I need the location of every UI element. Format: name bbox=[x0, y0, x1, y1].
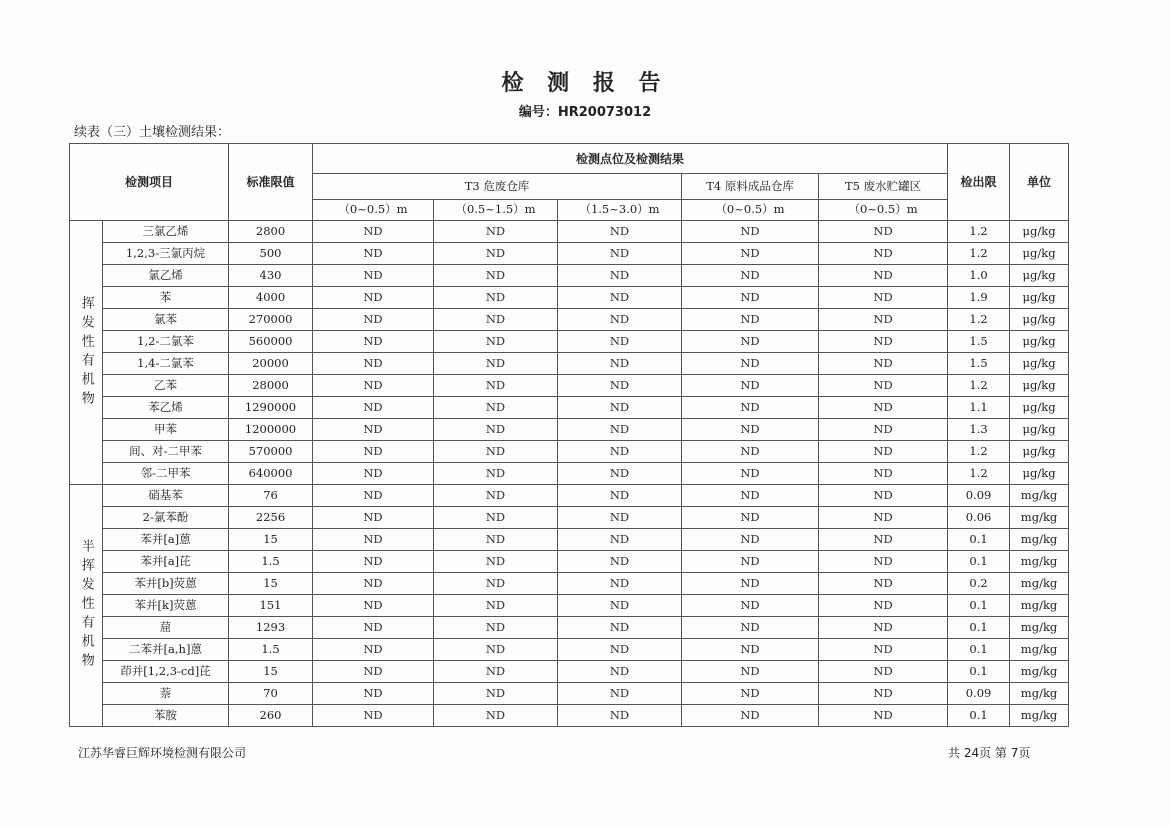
result-cell: ND bbox=[313, 265, 434, 287]
result-cell: ND bbox=[558, 309, 682, 331]
table-row bbox=[70, 639, 1069, 661]
result-cell: ND bbox=[819, 463, 948, 485]
header-unit: 单位 bbox=[1010, 144, 1069, 221]
detection-limit-cell: 1.9 bbox=[948, 287, 1010, 309]
table-row bbox=[70, 265, 1069, 287]
item-name-cell: 二苯并[a,h]蒽 bbox=[103, 639, 229, 661]
result-cell: ND bbox=[558, 529, 682, 551]
result-cell: ND bbox=[313, 375, 434, 397]
result-cell: ND bbox=[682, 441, 819, 463]
table-row bbox=[70, 595, 1069, 617]
page-number: 共 24页 第 7页 bbox=[948, 746, 1031, 760]
result-cell: ND bbox=[682, 331, 819, 353]
unit-cell: μg/kg bbox=[1010, 243, 1069, 265]
header-standard: 标准限值 bbox=[229, 144, 313, 221]
table-row bbox=[70, 485, 1069, 507]
point-t5: T5 废水贮罐区 bbox=[819, 174, 948, 200]
result-cell: ND bbox=[819, 639, 948, 661]
result-cell: ND bbox=[313, 485, 434, 507]
unit-cell: μg/kg bbox=[1010, 331, 1069, 353]
item-name-cell: 邻-二甲苯 bbox=[103, 463, 229, 485]
depth-header: （0~0.5）m bbox=[682, 200, 819, 221]
unit-cell: μg/kg bbox=[1010, 463, 1069, 485]
unit-cell: mg/kg bbox=[1010, 705, 1069, 727]
result-cell: ND bbox=[434, 265, 558, 287]
result-cell: ND bbox=[558, 573, 682, 595]
unit-cell: mg/kg bbox=[1010, 485, 1069, 507]
standard-value-cell: 1.5 bbox=[229, 551, 313, 573]
standard-value-cell: 1.5 bbox=[229, 639, 313, 661]
item-name-cell: 苯乙烯 bbox=[103, 397, 229, 419]
result-cell: ND bbox=[313, 551, 434, 573]
result-cell: ND bbox=[819, 485, 948, 507]
result-cell: ND bbox=[313, 573, 434, 595]
detection-limit-cell: 0.1 bbox=[948, 551, 1010, 573]
result-cell: ND bbox=[682, 595, 819, 617]
depth-header: （1.5~3.0）m bbox=[558, 200, 682, 221]
unit-cell: mg/kg bbox=[1010, 573, 1069, 595]
table-row bbox=[70, 507, 1069, 529]
result-cell: ND bbox=[819, 287, 948, 309]
table-row bbox=[70, 463, 1069, 485]
unit-cell: μg/kg bbox=[1010, 287, 1069, 309]
standard-value-cell: 560000 bbox=[229, 331, 313, 353]
standard-value-cell: 15 bbox=[229, 573, 313, 595]
result-cell: ND bbox=[682, 265, 819, 287]
result-cell: ND bbox=[819, 243, 948, 265]
result-cell: ND bbox=[558, 639, 682, 661]
result-cell: ND bbox=[819, 331, 948, 353]
result-cell: ND bbox=[434, 309, 558, 331]
detection-limit-cell: 1.5 bbox=[948, 331, 1010, 353]
table-row bbox=[70, 683, 1069, 705]
report-title: 检 测 报 告 bbox=[501, 71, 669, 96]
result-cell: ND bbox=[682, 287, 819, 309]
result-cell: ND bbox=[819, 375, 948, 397]
result-cell: ND bbox=[434, 529, 558, 551]
result-cell: ND bbox=[682, 573, 819, 595]
result-cell: ND bbox=[558, 507, 682, 529]
item-name-cell: 乙苯 bbox=[103, 375, 229, 397]
result-cell: ND bbox=[819, 221, 948, 243]
standard-value-cell: 640000 bbox=[229, 463, 313, 485]
result-cell: ND bbox=[558, 441, 682, 463]
unit-cell: mg/kg bbox=[1010, 595, 1069, 617]
detection-limit-cell: 1.1 bbox=[948, 397, 1010, 419]
unit-cell: mg/kg bbox=[1010, 617, 1069, 639]
result-cell: ND bbox=[313, 683, 434, 705]
detection-limit-cell: 0.1 bbox=[948, 595, 1010, 617]
table-row bbox=[70, 309, 1069, 331]
result-cell: ND bbox=[313, 617, 434, 639]
result-cell: ND bbox=[682, 375, 819, 397]
result-cell: ND bbox=[313, 287, 434, 309]
item-name-cell: 1,4-二氯苯 bbox=[103, 353, 229, 375]
item-name-cell: 苯 bbox=[103, 287, 229, 309]
unit-cell: μg/kg bbox=[1010, 375, 1069, 397]
standard-value-cell: 70 bbox=[229, 683, 313, 705]
standard-value-cell: 570000 bbox=[229, 441, 313, 463]
result-cell: ND bbox=[313, 705, 434, 727]
result-cell: ND bbox=[558, 419, 682, 441]
result-cell: ND bbox=[434, 551, 558, 573]
standard-value-cell: 76 bbox=[229, 485, 313, 507]
item-name-cell: 苯并[a]芘 bbox=[103, 551, 229, 573]
item-name-cell: 苯胺 bbox=[103, 705, 229, 727]
result-cell: ND bbox=[558, 551, 682, 573]
unit-cell: μg/kg bbox=[1010, 419, 1069, 441]
result-cell: ND bbox=[682, 705, 819, 727]
detection-limit-cell: 0.09 bbox=[948, 683, 1010, 705]
item-name-cell: 2-氯苯酚 bbox=[103, 507, 229, 529]
result-cell: ND bbox=[434, 441, 558, 463]
item-name-cell: 䓛 bbox=[103, 617, 229, 639]
result-cell: ND bbox=[434, 705, 558, 727]
unit-cell: μg/kg bbox=[1010, 397, 1069, 419]
result-cell: ND bbox=[313, 529, 434, 551]
detection-limit-cell: 1.2 bbox=[948, 243, 1010, 265]
result-cell: ND bbox=[434, 595, 558, 617]
unit-cell: mg/kg bbox=[1010, 639, 1069, 661]
standard-value-cell: 430 bbox=[229, 265, 313, 287]
unit-cell: mg/kg bbox=[1010, 507, 1069, 529]
group-label: 半挥发性有机物 bbox=[70, 485, 103, 727]
result-cell: ND bbox=[819, 617, 948, 639]
result-cell: ND bbox=[313, 331, 434, 353]
standard-value-cell: 2800 bbox=[229, 221, 313, 243]
table-row bbox=[70, 375, 1069, 397]
result-cell: ND bbox=[819, 441, 948, 463]
result-cell: ND bbox=[819, 551, 948, 573]
result-cell: ND bbox=[434, 397, 558, 419]
result-cell: ND bbox=[682, 507, 819, 529]
standard-value-cell: 500 bbox=[229, 243, 313, 265]
result-cell: ND bbox=[434, 353, 558, 375]
unit-cell: mg/kg bbox=[1010, 529, 1069, 551]
result-cell: ND bbox=[434, 375, 558, 397]
result-cell: ND bbox=[313, 661, 434, 683]
result-cell: ND bbox=[558, 683, 682, 705]
result-cell: ND bbox=[434, 639, 558, 661]
result-cell: ND bbox=[313, 507, 434, 529]
header-results: 检测点位及检测结果 bbox=[313, 144, 948, 174]
unit-cell: mg/kg bbox=[1010, 551, 1069, 573]
report-number: 编号：HR20073012 bbox=[518, 105, 652, 120]
result-cell: ND bbox=[434, 287, 558, 309]
result-cell: ND bbox=[682, 353, 819, 375]
result-cell: ND bbox=[819, 595, 948, 617]
result-cell: ND bbox=[434, 419, 558, 441]
result-cell: ND bbox=[682, 661, 819, 683]
detection-limit-cell: 0.09 bbox=[948, 485, 1010, 507]
result-cell: ND bbox=[558, 375, 682, 397]
table-row bbox=[70, 243, 1069, 265]
result-cell: ND bbox=[819, 419, 948, 441]
result-cell: ND bbox=[313, 243, 434, 265]
result-cell: ND bbox=[434, 683, 558, 705]
result-cell: ND bbox=[434, 617, 558, 639]
table-caption: 续表（三）土壤检测结果： bbox=[74, 125, 231, 140]
table-row bbox=[70, 551, 1069, 573]
table-row bbox=[70, 441, 1069, 463]
item-name-cell: 硝基苯 bbox=[103, 485, 229, 507]
detection-limit-cell: 1.2 bbox=[948, 463, 1010, 485]
result-cell: ND bbox=[313, 639, 434, 661]
result-cell: ND bbox=[682, 221, 819, 243]
result-cell: ND bbox=[558, 661, 682, 683]
result-cell: ND bbox=[558, 485, 682, 507]
result-cell: ND bbox=[434, 331, 558, 353]
detection-limit-cell: 1.3 bbox=[948, 419, 1010, 441]
detection-limit-cell: 1.2 bbox=[948, 375, 1010, 397]
table-row bbox=[70, 705, 1069, 727]
result-cell: ND bbox=[434, 507, 558, 529]
detection-limit-cell: 1.5 bbox=[948, 353, 1010, 375]
table-body bbox=[70, 221, 1069, 727]
detection-limit-cell: 0.1 bbox=[948, 705, 1010, 727]
soil-results-table bbox=[69, 143, 1069, 727]
result-cell: ND bbox=[682, 639, 819, 661]
table-row bbox=[70, 331, 1069, 353]
result-cell: ND bbox=[558, 287, 682, 309]
item-name-cell: 苯并[b]荧蒽 bbox=[103, 573, 229, 595]
item-name-cell: 1,2,3-三氯丙烷 bbox=[103, 243, 229, 265]
item-name-cell: 三氯乙烯 bbox=[103, 221, 229, 243]
result-cell: ND bbox=[682, 617, 819, 639]
detection-limit-cell: 1.2 bbox=[948, 309, 1010, 331]
detection-limit-cell: 0.1 bbox=[948, 661, 1010, 683]
unit-cell: μg/kg bbox=[1010, 353, 1069, 375]
standard-value-cell: 260 bbox=[229, 705, 313, 727]
result-cell: ND bbox=[313, 309, 434, 331]
table-row bbox=[70, 617, 1069, 639]
unit-cell: mg/kg bbox=[1010, 661, 1069, 683]
detection-limit-cell: 0.06 bbox=[948, 507, 1010, 529]
table-row bbox=[70, 529, 1069, 551]
result-cell: ND bbox=[819, 353, 948, 375]
result-cell: ND bbox=[313, 463, 434, 485]
item-name-cell: 间、对-二甲苯 bbox=[103, 441, 229, 463]
point-t3: T3 危废仓库 bbox=[313, 174, 682, 200]
result-cell: ND bbox=[558, 331, 682, 353]
detection-limit-cell: 1.0 bbox=[948, 265, 1010, 287]
result-cell: ND bbox=[819, 529, 948, 551]
table-row bbox=[70, 661, 1069, 683]
standard-value-cell: 270000 bbox=[229, 309, 313, 331]
result-cell: ND bbox=[819, 661, 948, 683]
table-row bbox=[70, 353, 1069, 375]
standard-value-cell: 1293 bbox=[229, 617, 313, 639]
detection-limit-cell: 1.2 bbox=[948, 221, 1010, 243]
standard-value-cell: 28000 bbox=[229, 375, 313, 397]
table-row bbox=[70, 287, 1069, 309]
result-cell: ND bbox=[558, 353, 682, 375]
result-cell: ND bbox=[819, 265, 948, 287]
result-cell: ND bbox=[682, 243, 819, 265]
detection-limit-cell: 0.1 bbox=[948, 617, 1010, 639]
result-cell: ND bbox=[819, 309, 948, 331]
result-cell: ND bbox=[819, 683, 948, 705]
result-cell: ND bbox=[558, 265, 682, 287]
result-cell: ND bbox=[313, 221, 434, 243]
group-label: 挥发性有机物 bbox=[70, 221, 103, 485]
item-name-cell: 茚并[1,2,3-cd]芘 bbox=[103, 661, 229, 683]
standard-value-cell: 4000 bbox=[229, 287, 313, 309]
company-name: 江苏华睿巨辉环境检测有限公司 bbox=[78, 746, 247, 760]
standard-value-cell: 20000 bbox=[229, 353, 313, 375]
result-cell: ND bbox=[313, 353, 434, 375]
result-cell: ND bbox=[819, 507, 948, 529]
table-row bbox=[70, 397, 1069, 419]
result-cell: ND bbox=[558, 595, 682, 617]
standard-value-cell: 151 bbox=[229, 595, 313, 617]
depth-header: （0~0.5）m bbox=[313, 200, 434, 221]
point-t4: T4 原料成品仓库 bbox=[682, 174, 819, 200]
item-name-cell: 甲苯 bbox=[103, 419, 229, 441]
depth-header: （0~0.5）m bbox=[819, 200, 948, 221]
detection-limit-cell: 0.1 bbox=[948, 529, 1010, 551]
result-cell: ND bbox=[682, 397, 819, 419]
item-name-cell: 苯并[a]蒽 bbox=[103, 529, 229, 551]
header-detection-limit: 检出限 bbox=[948, 144, 1010, 221]
result-cell: ND bbox=[434, 485, 558, 507]
result-cell: ND bbox=[682, 551, 819, 573]
result-cell: ND bbox=[434, 463, 558, 485]
depth-header: （0.5~1.5）m bbox=[434, 200, 558, 221]
item-name-cell: 萘 bbox=[103, 683, 229, 705]
result-cell: ND bbox=[313, 419, 434, 441]
result-cell: ND bbox=[434, 573, 558, 595]
detection-limit-cell: 1.2 bbox=[948, 441, 1010, 463]
item-name-cell: 1,2-二氯苯 bbox=[103, 331, 229, 353]
standard-value-cell: 15 bbox=[229, 529, 313, 551]
result-cell: ND bbox=[819, 573, 948, 595]
standard-value-cell: 15 bbox=[229, 661, 313, 683]
result-cell: ND bbox=[558, 617, 682, 639]
item-name-cell: 苯并[k]荧蒽 bbox=[103, 595, 229, 617]
result-cell: ND bbox=[819, 705, 948, 727]
result-cell: ND bbox=[558, 463, 682, 485]
header-item: 检测项目 bbox=[70, 144, 229, 221]
unit-cell: mg/kg bbox=[1010, 683, 1069, 705]
result-cell: ND bbox=[682, 419, 819, 441]
result-cell: ND bbox=[682, 463, 819, 485]
result-cell: ND bbox=[682, 529, 819, 551]
table-row bbox=[70, 419, 1069, 441]
table-row bbox=[70, 221, 1069, 243]
result-cell: ND bbox=[313, 595, 434, 617]
result-cell: ND bbox=[313, 441, 434, 463]
item-name-cell: 氯乙烯 bbox=[103, 265, 229, 287]
result-cell: ND bbox=[682, 485, 819, 507]
standard-value-cell: 1290000 bbox=[229, 397, 313, 419]
detection-limit-cell: 0.1 bbox=[948, 639, 1010, 661]
result-cell: ND bbox=[682, 309, 819, 331]
result-cell: ND bbox=[819, 397, 948, 419]
result-cell: ND bbox=[558, 221, 682, 243]
result-cell: ND bbox=[434, 221, 558, 243]
result-cell: ND bbox=[434, 243, 558, 265]
result-cell: ND bbox=[558, 243, 682, 265]
result-cell: ND bbox=[682, 683, 819, 705]
result-cell: ND bbox=[558, 705, 682, 727]
result-cell: ND bbox=[558, 397, 682, 419]
unit-cell: μg/kg bbox=[1010, 221, 1069, 243]
unit-cell: μg/kg bbox=[1010, 309, 1069, 331]
result-cell: ND bbox=[434, 661, 558, 683]
result-cell: ND bbox=[313, 397, 434, 419]
standard-value-cell: 1200000 bbox=[229, 419, 313, 441]
table-row bbox=[70, 573, 1069, 595]
unit-cell: μg/kg bbox=[1010, 265, 1069, 287]
unit-cell: μg/kg bbox=[1010, 441, 1069, 463]
standard-value-cell: 2256 bbox=[229, 507, 313, 529]
detection-limit-cell: 0.2 bbox=[948, 573, 1010, 595]
item-name-cell: 氯苯 bbox=[103, 309, 229, 331]
